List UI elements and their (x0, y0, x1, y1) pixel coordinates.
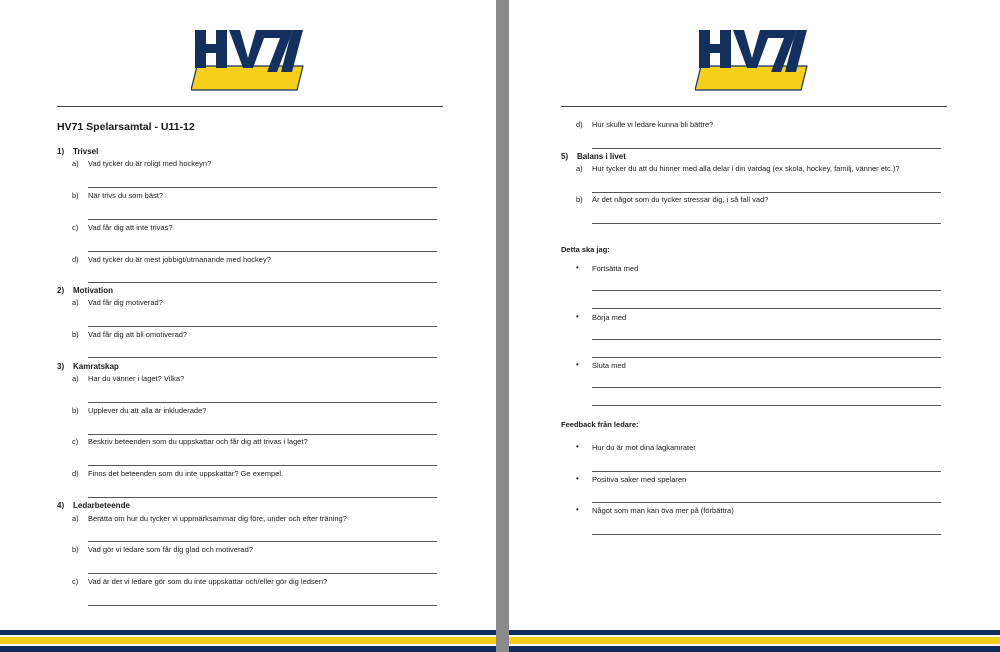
answer-line[interactable] (592, 148, 941, 149)
answer-line[interactable] (592, 471, 941, 472)
answer-line[interactable] (88, 497, 437, 498)
answer-line[interactable] (88, 251, 437, 252)
page-footer-stripes (0, 630, 496, 652)
answer-line[interactable] (88, 605, 437, 606)
page-footer-stripes (509, 630, 1000, 652)
document-title: HV71 Spelarsamtal - U11-12 (57, 121, 195, 133)
answer-line[interactable] (88, 465, 437, 466)
document-page-1: HV71 Spelarsamtal - U11-12 1) Trivsel a) Vad tycker du är roligt med hockeyn? b) När trivs du som bäst? c) Vad får dig att inte trivas? d) Vad tycker du är mest jobbigt/utmanande med hockey? 2) Motivation a) Vad får dig motiverad? b) Vad får dig att bli omotiverad? 3) Kamratskap a) Har du vänner i laget? Vilka? b) Upplever du att alla är inkluderade? c) Beskriv beteenden som du uppskattar och får dig att trivas i laget? d) Finns det beteenden som du inte uppskattar? Ge exempel. 4) Ledarbeteende a) Berätta om hur du tycker vi uppmärksammar dig före, under och efter träning? b) Vad gör vi ledare som får dig glad och motiverad? c) Vad är det vi ledare gör som du inte uppskattar och/eller gör dig ledsen? (0, 0, 496, 652)
answer-line[interactable] (592, 405, 941, 406)
hv71-logo (695, 26, 813, 92)
answer-line[interactable] (88, 434, 437, 435)
hv71-logo (191, 26, 309, 92)
answer-line[interactable] (592, 308, 941, 309)
header-divider (57, 106, 443, 107)
feedback-heading: Feedback från ledare: (561, 420, 639, 429)
answer-line[interactable] (592, 339, 941, 340)
answer-line[interactable] (88, 219, 437, 220)
answer-line[interactable] (88, 326, 437, 327)
answer-line[interactable] (88, 541, 437, 542)
document-page-2: d) Hur skulle vi ledare kunna bli bättre? 5) Balans i livet a) Hur tycker du att du hinner med alla delar i din vardag (ex skola, hockey, familj, vänner etc.)? b) Är det något som du tycker stressar dig, i så fall vad? Detta ska jag: • Fortsätta med • Börja med • Sluta med Feedback från ledare: • Hur du är mot dina lagkamrater • Positiva saker med spelaren • Något som man kan öva mer på (förbättra) (509, 0, 1000, 652)
answer-line[interactable] (592, 290, 941, 291)
answer-line[interactable] (592, 387, 941, 388)
answer-line[interactable] (88, 187, 437, 188)
answer-line[interactable] (88, 282, 437, 283)
answer-line[interactable] (88, 357, 437, 358)
plan-heading: Detta ska jag: (561, 245, 610, 254)
answer-line[interactable] (592, 502, 941, 503)
answer-line[interactable] (592, 192, 941, 193)
answer-line[interactable] (592, 223, 941, 224)
answer-line[interactable] (88, 402, 437, 403)
answer-line[interactable] (592, 534, 941, 535)
header-divider (561, 106, 947, 107)
answer-line[interactable] (88, 573, 437, 574)
answer-line[interactable] (592, 357, 941, 358)
